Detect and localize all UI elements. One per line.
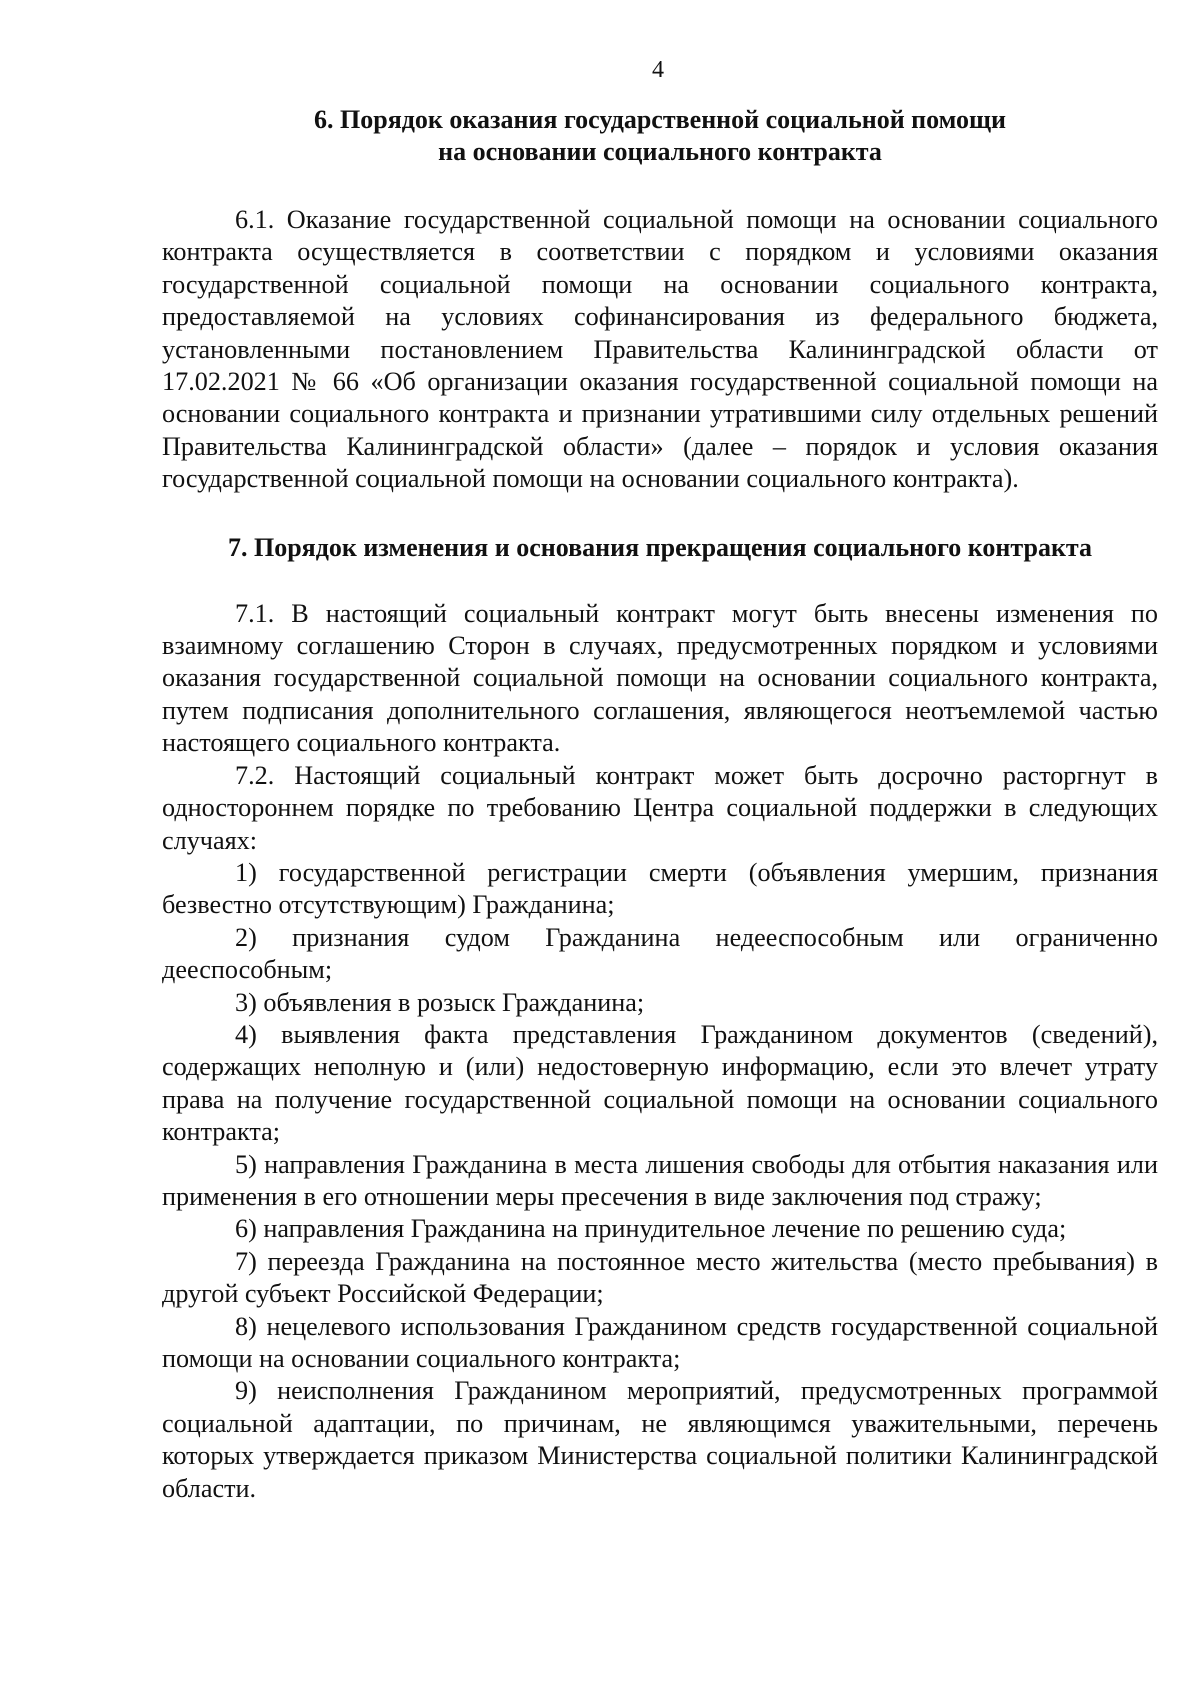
- list-item-4: 4) выявления факта представления Гражданином документов (сведений), содержащих неполную и (или) недостоверную информацию, если это влечет утрату права на получение государственной социальной помощи на основании социального контракта;: [162, 1019, 1158, 1147]
- list-item-2: 2) признания судом Гражданина недееспособным или ограниченно дееспособным;: [162, 922, 1158, 985]
- section-7-heading: 7. Порядок изменения и основания прекращения социального контракта: [227, 532, 1093, 562]
- paragraph-6-1: 6.1. Оказание государственной социальной помощи на основании социального контракта осуществляется в соответствии с порядком и условиями оказания государственной социальной помощи на основании социального контракта, предоставляемой на условиях софинансирования из федерального бюджета, установленными постановлением Правительства Калининградской области от 17.02.2021 № 66 «Об организации оказания государственной социальной помощи на основании социального контракта и признании утратившими силу отдельных решений Правительства Калининградской области» (далее – порядок и условия оказания государственной социальной помощи на основании социального контракта).: [162, 205, 1158, 494]
- paragraph-7-1: 7.1. В настоящий социальный контракт могут быть внесены изменения по взаимному соглашению Сторон в случаях, предусмотренных порядком и условиями оказания государственной социальной помощи на основании социального контракта, путем подписания дополнительного соглашения, являющегося неотъемлемой частью настоящего социального контракта.: [162, 598, 1158, 758]
- list-item-1: 1) государственной регистрации смерти (объявления умершим, признания безвестно отсутствующим) Гражданина;: [162, 857, 1158, 920]
- section-6-heading: [162, 104, 1158, 168]
- list-item-6: 6) направления Гражданина на принудительное лечение по решению суда;: [235, 1214, 1067, 1244]
- paragraph-7-2: 7.2. Настоящий социальный контракт может быть досрочно расторгнут в одностороннем порядке по требованию Центра социальной поддержки в следующих случаях:: [162, 760, 1158, 855]
- list-item-3: 3) объявления в розыск Гражданина;: [235, 987, 645, 1017]
- document-page: [162, 56, 1158, 1505]
- section-6-heading-line-1: 6. Порядок оказания государственной социальной помощи: [314, 105, 1006, 134]
- section-6-heading-line-2: на основании социального контракта: [438, 137, 882, 166]
- list-item-8: 8) нецелевого использования Гражданином средств государственной социальной помощи на основании социального контракта;: [162, 1311, 1158, 1373]
- list-item-5: 5) направления Гражданина в места лишения свободы для отбытия наказания или применения в его отношении меры пресечения в виде заключения под стражу;: [162, 1149, 1158, 1211]
- page-number: 4: [652, 57, 664, 83]
- list-item-7: 7) переезда Гражданина на постоянное место жительства (место пребывания) в другой субъект Российской Федерации;: [162, 1246, 1158, 1309]
- list-item-9: 9) неисполнения Гражданином мероприятий, предусмотренных программой социальной адаптации, по причинам, не являющимся уважительными, перечень которых утверждается приказом Министерства социальной политики Калининградской области.: [162, 1376, 1158, 1503]
